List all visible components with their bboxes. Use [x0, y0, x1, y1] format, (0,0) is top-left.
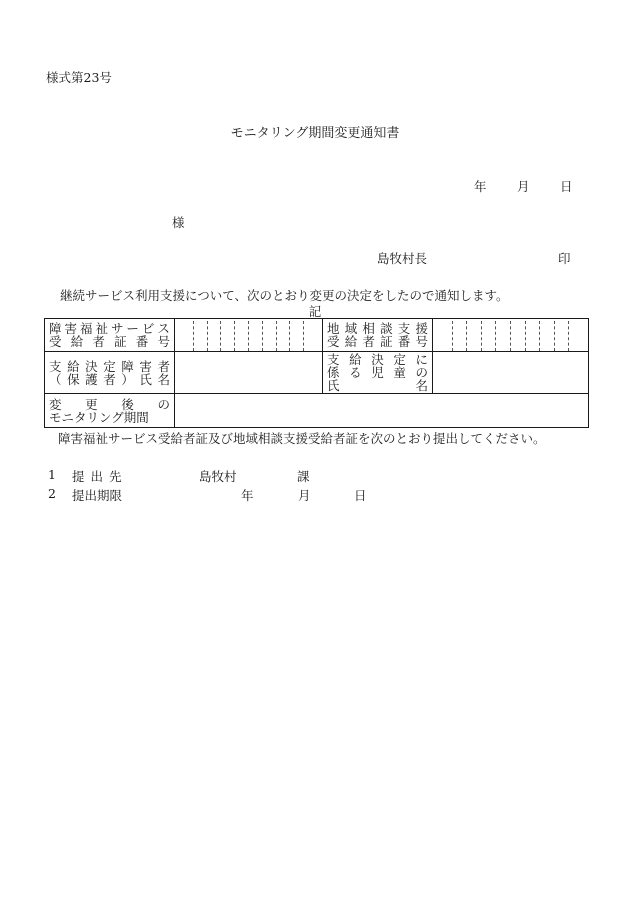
date-day-label: 日	[560, 179, 573, 194]
label-char: 児	[371, 365, 384, 380]
guardian-name-field[interactable]	[175, 352, 323, 394]
label-char: 氏	[327, 378, 340, 393]
label-char: 定	[103, 358, 116, 374]
seal-mark: 印	[558, 251, 571, 266]
label-char: 福	[79, 321, 93, 336]
label-char: 名	[157, 371, 170, 387]
deadline-day: 日	[354, 488, 367, 503]
label-line	[327, 366, 428, 379]
submit-to-village: 島牧村	[199, 469, 237, 484]
label-line	[327, 379, 428, 392]
label-char: 証	[114, 334, 127, 349]
label-char: の	[157, 396, 170, 412]
submit-to-label: 提出先	[72, 469, 128, 484]
label-char: 障	[121, 358, 134, 374]
label-char: 定	[393, 352, 406, 367]
regional-cert-number-field[interactable]	[433, 319, 589, 352]
label-char: 給	[349, 352, 362, 367]
digit-boxes	[433, 320, 588, 351]
new-monitoring-period-field[interactable]	[175, 394, 589, 428]
label-char: 支	[397, 321, 411, 336]
item-number: 2	[48, 486, 56, 501]
label-char: 祉	[95, 321, 108, 336]
label-line	[49, 373, 170, 386]
guardian-name-label	[45, 352, 175, 394]
label-char: 者	[103, 371, 116, 387]
label-char: 決	[85, 358, 98, 374]
label-char: 決	[371, 352, 384, 367]
label-char: ス	[157, 321, 170, 336]
label-char: 受	[49, 334, 62, 349]
label-char: サ	[110, 321, 124, 336]
label-char: 番	[135, 334, 149, 349]
label-char: 名	[415, 378, 428, 393]
regional-cert-label	[323, 319, 433, 352]
label-char: 者	[157, 358, 170, 374]
issuer-name: 島牧村長	[377, 251, 428, 266]
label-char: 障	[49, 321, 62, 336]
label-line	[49, 335, 170, 348]
new-monitoring-period-label	[45, 394, 175, 428]
table-row	[45, 394, 589, 428]
label-char: ー	[126, 321, 139, 336]
submit-to-section: 課	[297, 469, 310, 484]
info-table	[44, 318, 589, 428]
label-char: 支	[327, 352, 340, 367]
child-name-field[interactable]	[433, 352, 589, 394]
child-name-label	[323, 352, 433, 394]
label-char: 害	[64, 321, 77, 336]
table-row	[45, 352, 589, 394]
label-char: ）	[121, 371, 134, 387]
label-char: 給	[67, 358, 80, 374]
submission-request-text: 障害福祉サービス受給者証及び地域相談支援受給者証を次のとおり提出してください。	[58, 431, 546, 446]
label-char: 受	[327, 334, 340, 349]
label-char: 域	[344, 321, 358, 336]
label-char: 給	[70, 334, 84, 349]
table-row	[45, 319, 589, 352]
deadline-year: 年	[241, 488, 254, 503]
item-number: 1	[48, 467, 56, 482]
label-line	[49, 360, 170, 373]
label-char: 談	[380, 321, 393, 336]
label-char: 者	[92, 334, 105, 349]
label-char: （	[49, 371, 62, 387]
label-char: 号	[415, 334, 428, 349]
label-line: モニタリング期間	[49, 409, 149, 425]
label-char: の	[415, 365, 428, 380]
document-title: モニタリング期間変更通知書	[230, 126, 400, 141]
addressee-suffix: 様	[172, 215, 185, 230]
label-char: 証	[380, 334, 393, 349]
label-char: 給	[344, 334, 358, 349]
label-char: 号	[157, 334, 170, 349]
label-char: 変	[49, 396, 62, 412]
label-char: 係	[327, 365, 340, 380]
label-char: 童	[393, 365, 406, 380]
label-char: 保	[67, 371, 80, 387]
label-line	[49, 398, 170, 411]
ki-heading: 記	[308, 304, 322, 319]
label-char: る	[349, 365, 362, 380]
label-line	[327, 335, 428, 348]
date-month-label: 月	[517, 179, 530, 194]
label-line	[49, 322, 170, 335]
deadline-month: 月	[298, 488, 311, 503]
form-number: 様式第23号	[46, 70, 112, 85]
intro-text: 継続サービス利用支援について、次のとおり変更の決定をしたので通知します。	[60, 288, 509, 303]
label-char: 氏	[139, 371, 152, 387]
label-char: 護	[85, 371, 98, 387]
date-year-label: 年	[474, 179, 487, 194]
label-char: 支	[49, 358, 62, 374]
digit-boxes	[175, 320, 322, 351]
label-char: 番	[397, 334, 411, 349]
label-char: 後	[121, 396, 134, 412]
deadline-label: 提出期限	[72, 488, 123, 503]
label-char: 害	[139, 358, 152, 374]
label-char: 者	[362, 334, 375, 349]
beneficiary-cert-number-field[interactable]	[175, 319, 323, 352]
label-char: 更	[85, 396, 98, 412]
label-char: 相	[362, 321, 375, 336]
label-line	[327, 322, 428, 335]
label-char: 地	[327, 321, 340, 336]
label-char: ビ	[141, 321, 155, 336]
label-char: に	[415, 352, 428, 367]
beneficiary-cert-label	[45, 319, 175, 352]
label-char: 援	[415, 321, 428, 336]
